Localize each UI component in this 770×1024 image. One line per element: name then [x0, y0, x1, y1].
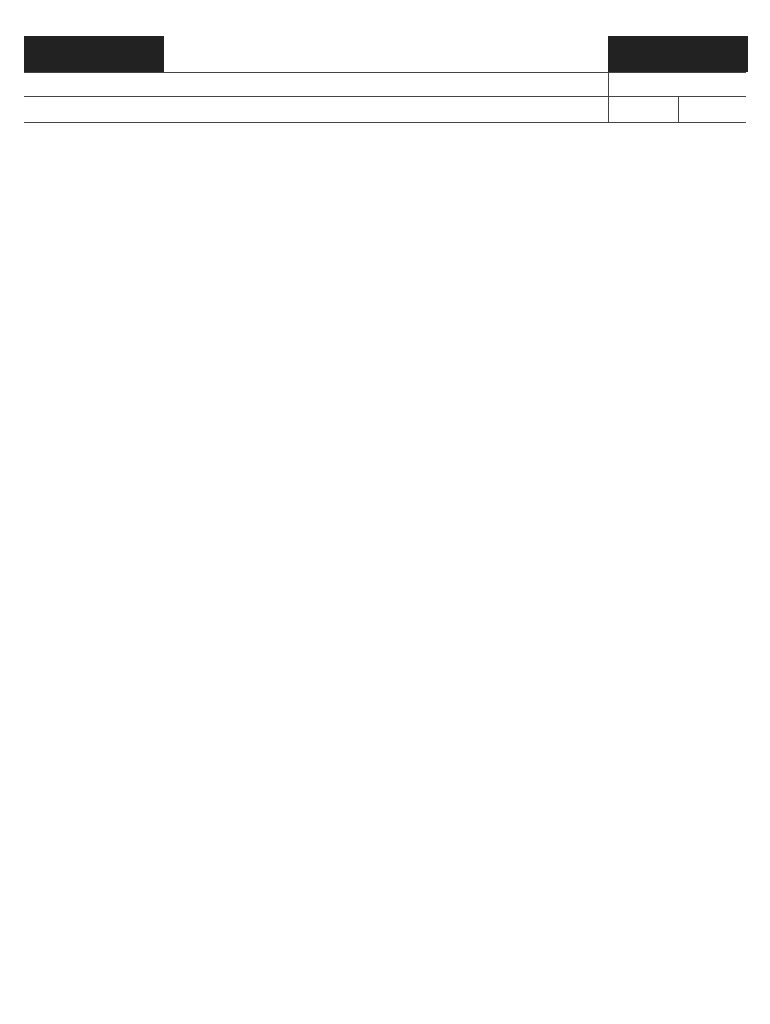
cost-detail-instructions — [27, 128, 747, 140]
year-left — [24, 36, 164, 72]
year-right — [608, 36, 748, 72]
